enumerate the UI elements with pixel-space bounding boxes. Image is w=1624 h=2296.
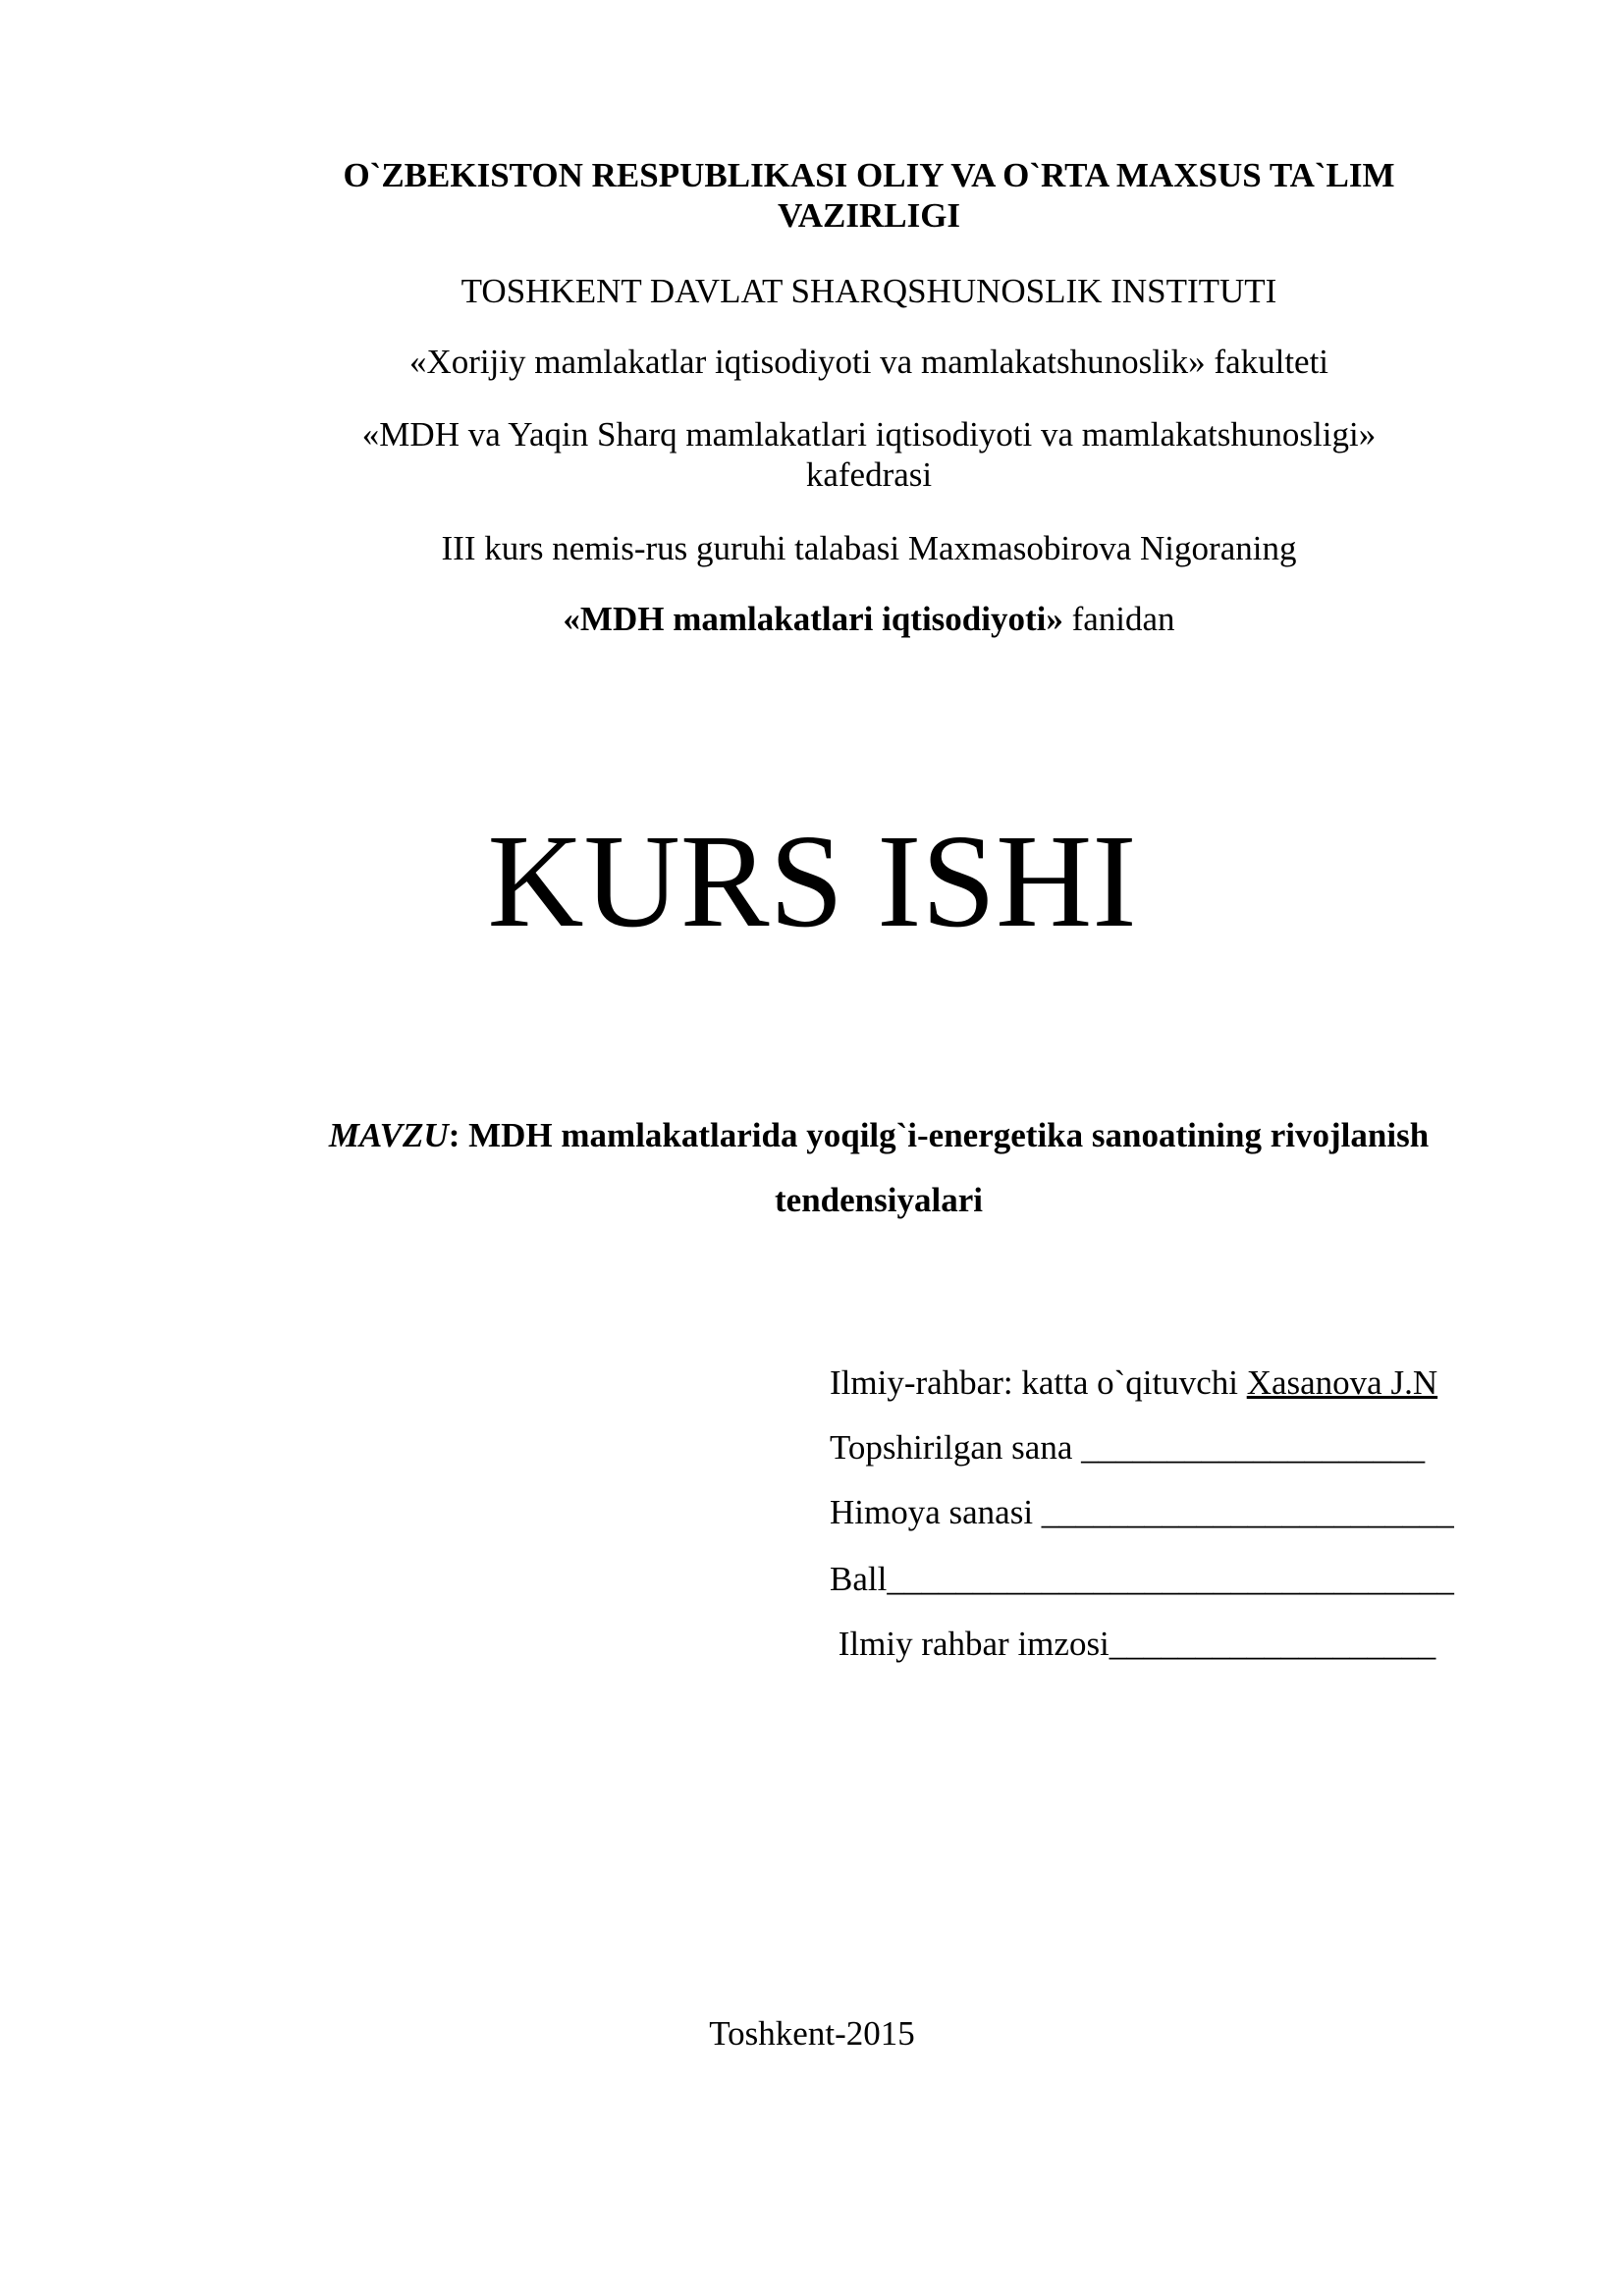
subject-suffix: fanidan bbox=[1062, 600, 1175, 638]
defense-date-line: Himoya sanasi ________________________ bbox=[830, 1493, 1454, 1531]
advisor-name: Xasanova J.N bbox=[1246, 1363, 1438, 1402]
topic-label: MAVZU bbox=[328, 1116, 449, 1154]
subject-line bbox=[255, 599, 1483, 639]
topic-line-1 bbox=[236, 1103, 1522, 1168]
topic-text-1: MDH mamlakatlarida yoqilg`i-energetika sanoatining rivojlanish bbox=[468, 1116, 1430, 1154]
advisor-line bbox=[830, 1362, 1517, 1404]
student-line: III kurs nemis-rus guruhi talabasi Maxmasobirova Nigoraning bbox=[441, 529, 1297, 567]
department-line-1: «MDH va Yaqin Sharq mamlakatlari iqtisodiyoti va mamlakatshunosligi» bbox=[361, 415, 1377, 454]
document-title: KURS ISHI bbox=[487, 808, 1137, 955]
faculty-name: «Xorijiy mamlakatlar iqtisodiyoti va mamlakatshunoslik» fakulteti bbox=[408, 343, 1329, 381]
city-year: Toshkent-2015 bbox=[709, 2014, 915, 2053]
institute-name: TOSHKENT DAVLAT SHARQSHUNOSLIK INSTITUTI bbox=[460, 272, 1277, 310]
ministry-heading bbox=[255, 155, 1483, 237]
topic-block bbox=[236, 1103, 1522, 1233]
score-line: Ball_________________________________ bbox=[830, 1560, 1454, 1598]
submitted-date-line: Topshirilgan sana ____________________ bbox=[830, 1428, 1426, 1467]
department-name bbox=[255, 414, 1483, 496]
advisor-signature-line: Ilmiy rahbar imzosi___________________ bbox=[830, 1625, 1436, 1663]
topic-line-2: tendensiyalari bbox=[775, 1181, 983, 1219]
ministry-line-2: VAZIRLIGI bbox=[777, 196, 961, 236]
advisor-label: Ilmiy-rahbar: katta o`qituvchi bbox=[830, 1363, 1247, 1402]
subject-name: «MDH mamlakatlari iqtisodiyoti» bbox=[563, 600, 1063, 638]
topic-separator: : bbox=[448, 1116, 469, 1154]
ministry-line-1: O`ZBEKISTON RESPUBLIKASI OLIY VA O`RTA MAXSUS TA`LIM bbox=[343, 156, 1395, 194]
department-line-2: kafedrasi bbox=[805, 455, 933, 495]
